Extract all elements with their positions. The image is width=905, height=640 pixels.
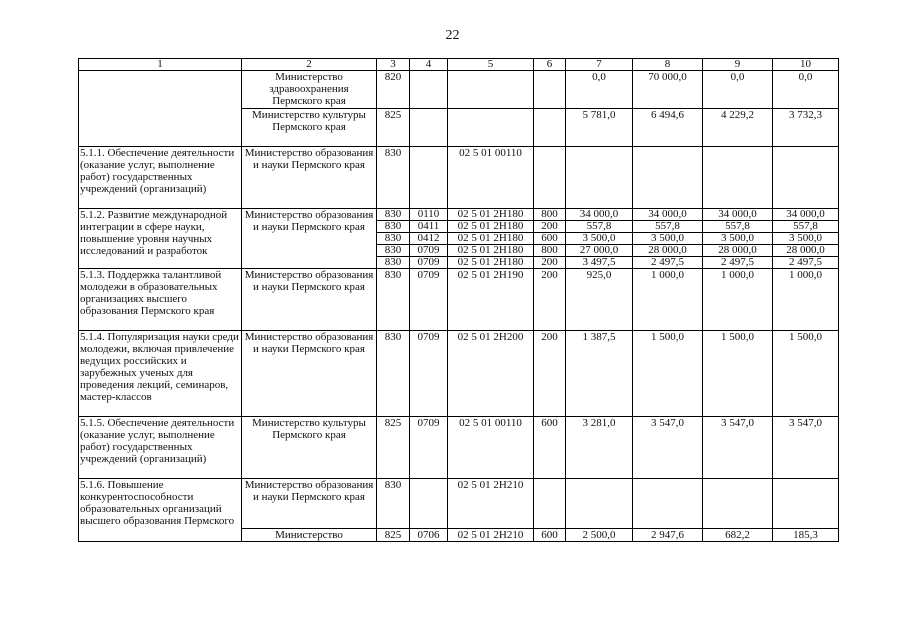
cell: 830 [377, 209, 410, 221]
cell: 0709 [410, 331, 448, 417]
cell: 0,0 [566, 71, 633, 109]
cell: 200 [534, 221, 566, 233]
cell: 600 [534, 417, 566, 479]
cell: 0709 [410, 245, 448, 257]
cell: 557,8 [566, 221, 633, 233]
ministry-cell: Министерство культуры Пермского края [242, 417, 377, 479]
table-row [79, 209, 839, 221]
ministry-cell: Министерство образования и науки Пермского края [242, 209, 377, 269]
cell: 1 000,0 [703, 269, 773, 331]
cell: 200 [534, 331, 566, 417]
cell: 200 [534, 269, 566, 331]
cell: 830 [377, 331, 410, 417]
cell: 3 732,3 [773, 109, 839, 147]
table-row [79, 269, 839, 331]
table-row [79, 147, 839, 209]
cell [534, 109, 566, 147]
ministry-cell: Министерство культуры Пермского края [242, 109, 377, 147]
cell [566, 147, 633, 209]
ministry-cell: Министерство образования и науки Пермского края [242, 331, 377, 417]
table-row [79, 479, 839, 529]
measure-name-cell: 5.1.5. Обеспечение деятельности (оказание услуг, выполнение работ) государственных учреждений (организаций) [79, 417, 242, 479]
table-row [79, 71, 839, 109]
cell [410, 109, 448, 147]
cell: 3 500,0 [773, 233, 839, 245]
cell: 3 547,0 [773, 417, 839, 479]
cell: 830 [377, 479, 410, 529]
empty-name-cell [79, 71, 242, 147]
cell: 830 [377, 221, 410, 233]
cell: 02 5 01 2Н180 [448, 221, 534, 233]
table-row [79, 417, 839, 479]
cell: 3 500,0 [633, 233, 703, 245]
cell: 0709 [410, 417, 448, 479]
cell [703, 479, 773, 529]
cell: 1 500,0 [703, 331, 773, 417]
budget-table [78, 58, 839, 542]
cell: 27 000,0 [566, 245, 633, 257]
cell: 1 500,0 [633, 331, 703, 417]
cell: 0110 [410, 209, 448, 221]
cell: 825 [377, 417, 410, 479]
cell: 34 000,0 [633, 209, 703, 221]
cell: 02 5 01 2Н180 [448, 233, 534, 245]
cell: 3 547,0 [703, 417, 773, 479]
cell: 825 [377, 529, 410, 542]
cell [534, 71, 566, 109]
column-header: 7 [566, 59, 633, 71]
cell: 830 [377, 269, 410, 331]
cell [633, 147, 703, 209]
measure-name-cell: 5.1.3. Поддержка талантливой молодежи в образовательных организациях высшего образования Пермского края [79, 269, 242, 331]
cell: 02 5 01 2Н180 [448, 209, 534, 221]
cell: 02 5 01 2Н180 [448, 245, 534, 257]
cell: 0412 [410, 233, 448, 245]
cell [566, 479, 633, 529]
cell: 185,3 [773, 529, 839, 542]
cell [633, 479, 703, 529]
cell: 28 000,0 [703, 245, 773, 257]
cell [448, 71, 534, 109]
cell: 28 000,0 [773, 245, 839, 257]
cell: 600 [534, 529, 566, 542]
cell: 3 281,0 [566, 417, 633, 479]
cell: 3 497,5 [566, 257, 633, 269]
cell: 02 5 01 2Н190 [448, 269, 534, 331]
cell: 925,0 [566, 269, 633, 331]
cell: 2 497,5 [773, 257, 839, 269]
cell: 0709 [410, 257, 448, 269]
cell: 830 [377, 257, 410, 269]
ministry-cell: Министерство [242, 529, 377, 542]
header-row [79, 59, 839, 71]
measure-name-cell: 5.1.1. Обеспечение деятельности (оказание услуг, выполнение работ) государственных учреждений (организаций) [79, 147, 242, 209]
cell: 02 5 01 2Н210 [448, 479, 534, 529]
cell [410, 147, 448, 209]
cell: 02 5 01 2Н210 [448, 529, 534, 542]
cell: 1 000,0 [633, 269, 703, 331]
cell: 3 500,0 [566, 233, 633, 245]
ministry-cell: Министерство образования и науки Пермского края [242, 269, 377, 331]
cell: 0,0 [703, 71, 773, 109]
measure-name-cell: 5.1.6. Повышение конкурентоспособности образовательных организаций высшего образования Пермского [79, 479, 242, 542]
cell [703, 147, 773, 209]
cell: 02 5 01 00110 [448, 147, 534, 209]
ministry-cell: Министерство образования и науки Пермского края [242, 147, 377, 209]
column-header: 3 [377, 59, 410, 71]
cell: 34 000,0 [703, 209, 773, 221]
cell [410, 479, 448, 529]
cell: 557,8 [703, 221, 773, 233]
cell: 830 [377, 147, 410, 209]
cell: 70 000,0 [633, 71, 703, 109]
cell [534, 147, 566, 209]
cell: 34 000,0 [773, 209, 839, 221]
ministry-cell: Министерство здравоохранения Пермского края [242, 71, 377, 109]
cell: 557,8 [773, 221, 839, 233]
cell: 682,2 [703, 529, 773, 542]
cell: 820 [377, 71, 410, 109]
cell: 4 229,2 [703, 109, 773, 147]
cell: 6 494,6 [633, 109, 703, 147]
cell [534, 479, 566, 529]
ministry-cell: Министерство образования и науки Пермского края [242, 479, 377, 529]
cell: 34 000,0 [566, 209, 633, 221]
cell: 2 500,0 [566, 529, 633, 542]
cell: 02 5 01 00110 [448, 417, 534, 479]
cell: 200 [534, 257, 566, 269]
table-row [79, 331, 839, 417]
cell: 02 5 01 2Н200 [448, 331, 534, 417]
cell: 2 497,5 [703, 257, 773, 269]
column-header: 5 [448, 59, 534, 71]
cell: 02 5 01 2Н180 [448, 257, 534, 269]
cell: 825 [377, 109, 410, 147]
cell: 0709 [410, 269, 448, 331]
cell: 600 [534, 233, 566, 245]
cell: 1 500,0 [773, 331, 839, 417]
cell: 3 500,0 [703, 233, 773, 245]
cell: 5 781,0 [566, 109, 633, 147]
cell: 0706 [410, 529, 448, 542]
cell: 28 000,0 [633, 245, 703, 257]
cell [410, 71, 448, 109]
cell: 0,0 [773, 71, 839, 109]
column-header: 9 [703, 59, 773, 71]
cell: 557,8 [633, 221, 703, 233]
cell: 3 547,0 [633, 417, 703, 479]
cell: 830 [377, 245, 410, 257]
column-header: 6 [534, 59, 566, 71]
cell [773, 479, 839, 529]
column-header: 10 [773, 59, 839, 71]
page-number: 22 [445, 28, 460, 43]
cell [448, 109, 534, 147]
cell: 1 000,0 [773, 269, 839, 331]
cell: 2 947,6 [633, 529, 703, 542]
cell: 800 [534, 209, 566, 221]
column-header: 1 [79, 59, 242, 71]
measure-name-cell: 5.1.2. Развитие международной интеграции в сфере науки, повышение уровня научных исследований и разработок [79, 209, 242, 269]
cell: 2 497,5 [633, 257, 703, 269]
column-header: 8 [633, 59, 703, 71]
measure-name-cell: 5.1.4. Популяризация науки среди молодежи, включая привлечение ведущих российских и зарубежных ученых для проведения лекций, семинаров, мастер-классов [79, 331, 242, 417]
cell: 800 [534, 245, 566, 257]
cell: 830 [377, 233, 410, 245]
column-header: 2 [242, 59, 377, 71]
cell: 0411 [410, 221, 448, 233]
column-header: 4 [410, 59, 448, 71]
cell: 1 387,5 [566, 331, 633, 417]
cell [773, 147, 839, 209]
